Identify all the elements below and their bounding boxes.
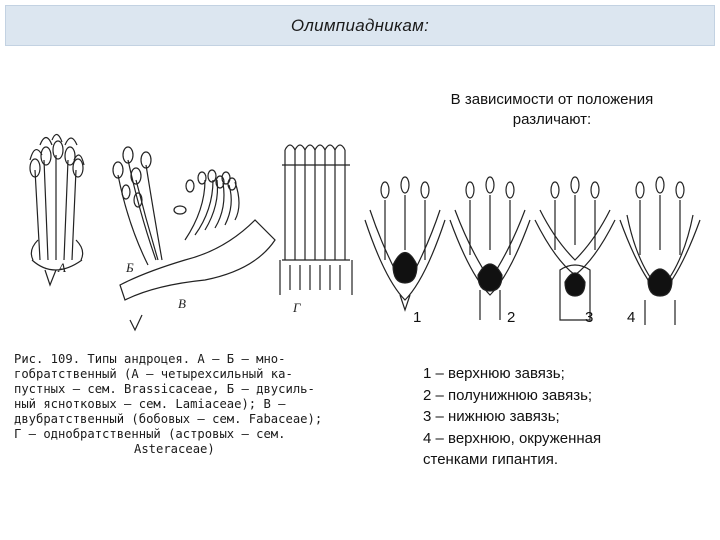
figure-v-drawing (120, 170, 275, 330)
figure-b-drawing (113, 147, 162, 265)
flower-number-3: 3 (585, 309, 594, 326)
ovary-position-figure (355, 170, 705, 330)
caption-line: ный яснотковых — сем. Lamiaceae); В — (14, 397, 286, 411)
flower-number-2: 2 (507, 309, 516, 326)
flower-number-1: 1 (413, 309, 422, 326)
caption-line: Asteraceae) (134, 442, 215, 456)
legend-item: 2 – полунижнюю завязь; (423, 386, 593, 404)
figure-caption (14, 352, 344, 457)
title-bar (5, 5, 715, 46)
figure-label-b: Б (126, 260, 134, 275)
caption-line: гобратственный (А — четырехсильный ка- (14, 367, 293, 381)
right-heading-line-2: различают: (512, 111, 592, 128)
androecium-figure (10, 120, 360, 335)
right-heading-line-1: В зависимости от положения (450, 91, 654, 108)
caption-line: Рис. 109. Типы андроцея. А — Б — мно- (14, 352, 286, 366)
figure-label-v: В (178, 296, 186, 311)
flower-1-drawing (365, 177, 445, 310)
figure-a-drawing (30, 134, 84, 285)
figure-label-g: Г (293, 300, 301, 315)
ovary-legend (423, 363, 713, 471)
legend-item: 3 – нижнюю завязь; (423, 408, 560, 425)
legend-item: 4 – верхнюю, окруженная (423, 429, 602, 447)
figure-label-a: А (58, 260, 66, 275)
page-title: Олимпиадникам: (290, 15, 430, 35)
figure-g-drawing (280, 145, 352, 295)
caption-line: пустных — сем. Brassicaceae, Б — двусиль- (14, 382, 315, 396)
right-heading (412, 90, 692, 130)
caption-line: Г — однобратственный (астровых — сем. (14, 427, 286, 441)
flower-number-4: 4 (627, 309, 636, 326)
caption-line: двубратственный (бобовых — сем. Fabaceae); (14, 412, 323, 426)
flower-4-drawing (620, 177, 700, 325)
legend-item: стенками гипантия. (423, 451, 559, 468)
flower-3-drawing (535, 177, 615, 320)
legend-item: 1 – верхнюю завязь; (423, 365, 565, 382)
flower-2-drawing (450, 177, 530, 320)
